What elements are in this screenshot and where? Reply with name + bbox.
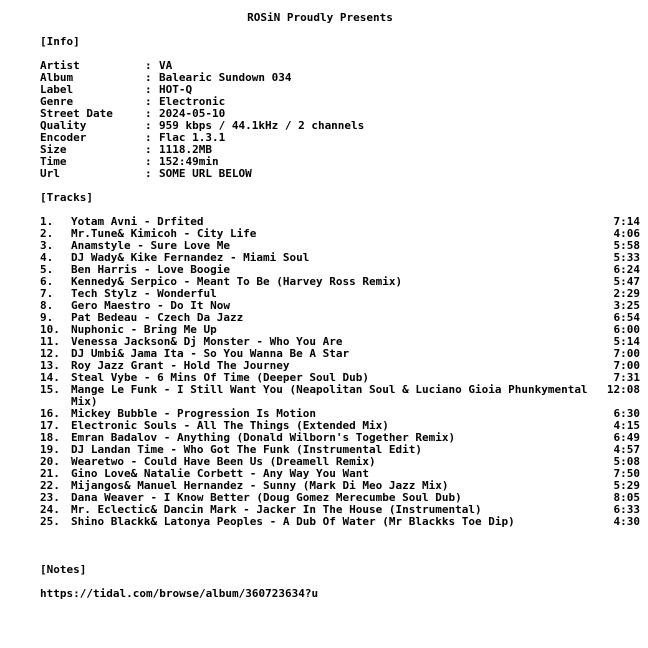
track-duration: 5:29 (613, 479, 640, 492)
track-title: Mange Le Funk - I Still Want You (Neapolitan Soul & Luciano Gioia Phunkymental Mix) (71, 383, 595, 408)
track-title: Roy Jazz Grant - Hold The Journey (71, 359, 290, 372)
track-number: 20. (40, 455, 60, 468)
track-title: Ben Harris - Love Boogie (71, 263, 230, 276)
track-number: 5. (40, 263, 54, 276)
info-header: [Info] (40, 35, 80, 48)
track-duration: 7:00 (613, 359, 640, 372)
track-title: DJ Umbi& Jama Ita - So You Wanna Be A Star (71, 347, 350, 360)
spacer (40, 540, 640, 552)
track-title: Mickey Bubble - Progression Is Motion (71, 407, 317, 420)
track-duration: 6:24 (613, 263, 640, 276)
track-duration: 5:33 (613, 251, 640, 264)
track-duration: 3:25 (613, 299, 640, 312)
info-field-separator: : (145, 119, 159, 132)
info-field (40, 120, 640, 132)
track-duration: 6:33 (613, 503, 640, 516)
info-field-key: Encoder (40, 131, 87, 144)
track-duration: 8:05 (613, 491, 640, 504)
info-field (40, 96, 640, 108)
track-number: 8. (40, 299, 54, 312)
spacer (40, 24, 640, 36)
track-title: Kennedy& Serpico - Meant To Be (Harvey Ross Remix) (71, 275, 403, 288)
track-row (40, 516, 640, 528)
info-field-separator: : (145, 59, 159, 72)
info-field-key: Url (40, 167, 60, 180)
track-title: Gero Maestro - Do It Now (71, 299, 230, 312)
track-title: Tech Stylz - Wonderful (71, 287, 217, 300)
info-field-value: SOME URL BELOW (159, 167, 252, 180)
track-number: 24. (40, 503, 60, 516)
nfo-document (40, 12, 640, 600)
info-field-separator: : (145, 83, 159, 96)
info-field-key: Label (40, 83, 74, 96)
track-title: Anamstyle - Sure Love Me (71, 239, 230, 252)
track-number: 22. (40, 479, 60, 492)
track-number: 21. (40, 467, 60, 480)
track-number: 2. (40, 227, 54, 240)
track-number: 16. (40, 407, 60, 420)
track-title: Yotam Avni - Drfited (71, 215, 204, 228)
track-title: Mijangos& Manuel Hernandez - Sunny (Mark Di Meo Jazz Mix) (71, 479, 449, 492)
track-title: Gino Love& Natalie Corbett - Any Way You Want (71, 467, 370, 480)
track-number: 12. (40, 347, 60, 360)
info-fields (40, 60, 640, 180)
info-field-value: VA (159, 59, 173, 72)
track-title: Mr.Tune& Kimicoh - City Life (71, 227, 257, 240)
info-field-separator: : (145, 131, 159, 144)
track-number: 13. (40, 359, 60, 372)
notes-url[interactable]: https://tidal.com/browse/album/360723634?u (40, 587, 319, 600)
info-field-value: 1118.2MB (159, 143, 212, 156)
spacer (40, 48, 640, 60)
track-duration: 6:49 (613, 431, 640, 444)
track-duration: 7:31 (613, 371, 640, 384)
track-list (40, 216, 640, 528)
track-number: 7. (40, 287, 54, 300)
track-title: DJ Landan Time - Who Got The Funk (Instrumental Edit) (71, 443, 422, 456)
info-field-key: Street Date (40, 107, 113, 120)
track-duration: 5:58 (613, 239, 640, 252)
track-number: 11. (40, 335, 60, 348)
info-field-separator: : (145, 71, 159, 84)
track-title: Steal Vybe - 6 Mins Of Time (Deeper Soul Dub) (71, 371, 370, 384)
info-field (40, 84, 640, 96)
track-duration: 7:00 (613, 347, 640, 360)
track-duration: 5:47 (613, 275, 640, 288)
release-title: ROSiN Proudly Presents (247, 11, 393, 24)
info-field (40, 156, 640, 168)
track-duration: 4:06 (613, 227, 640, 240)
track-title: Venessa Jackson& Dj Monster - Who You Are (71, 335, 343, 348)
info-field-value: 2024-05-10 (159, 107, 226, 120)
info-field-separator: : (145, 95, 159, 108)
track-title: Pat Bedeau - Czech Da Jazz (71, 311, 244, 324)
track-duration: 7:50 (613, 467, 640, 480)
info-field-key: Album (40, 71, 74, 84)
track-duration: 4:30 (613, 515, 640, 528)
track-title: Electronic Souls - All The Things (Extended Mix) (71, 419, 389, 432)
track-duration: 5:08 (613, 455, 640, 468)
info-field (40, 144, 640, 156)
track-title: Emran Badalov - Anything (Donald Wilborn's Together Remix) (71, 431, 456, 444)
info-field (40, 132, 640, 144)
track-duration: 6:00 (613, 323, 640, 336)
track-title: Nuphonic - Bring Me Up (71, 323, 217, 336)
track-duration: 2:29 (613, 287, 640, 300)
track-row (40, 384, 640, 408)
track-number: 6. (40, 275, 54, 288)
track-number: 9. (40, 311, 54, 324)
track-number: 10. (40, 323, 60, 336)
spacer (40, 528, 640, 540)
info-field-key: Genre (40, 95, 74, 108)
info-field-value: HOT-Q (159, 83, 193, 96)
spacer (40, 180, 640, 192)
track-title: DJ Wady& Kike Fernandez - Miami Soul (71, 251, 310, 264)
tracks-header: [Tracks] (40, 191, 93, 204)
track-duration: 4:15 (613, 419, 640, 432)
track-title: Shino Blackk& Latonya Peoples - A Dub Of Water (Mr Blackks Toe Dip) (71, 515, 515, 528)
track-number: 4. (40, 251, 54, 264)
track-number: 14. (40, 371, 60, 384)
track-number: 15. (40, 383, 60, 396)
info-field-separator: : (145, 167, 159, 180)
info-field-value: Electronic (159, 95, 226, 108)
track-number: 17. (40, 419, 60, 432)
notes-header: [Notes] (40, 563, 87, 576)
track-duration: 6:30 (613, 407, 640, 420)
info-field-separator: : (145, 107, 159, 120)
info-field-key: Quality (40, 119, 87, 132)
info-field (40, 168, 640, 180)
track-duration: 12:08 (606, 383, 640, 396)
info-field (40, 60, 640, 72)
spacer (40, 552, 640, 564)
info-field-value: Balearic Sundown 034 (159, 71, 292, 84)
track-number: 3. (40, 239, 54, 252)
track-title: Mr. Eclectic& Dancin Mark - Jacker In The House (Instrumental) (71, 503, 482, 516)
track-number: 25. (40, 515, 60, 528)
track-duration: 7:14 (613, 215, 640, 228)
track-title: Wearetwo - Could Have Been Us (Dreamell Remix) (71, 455, 376, 468)
track-number: 19. (40, 443, 60, 456)
info-field-value: 152:49min (159, 155, 219, 168)
info-field-separator: : (145, 143, 159, 156)
track-duration: 5:14 (613, 335, 640, 348)
track-title: Dana Weaver - I Know Better (Doug Gomez Merecumbe Soul Dub) (71, 491, 462, 504)
info-field-value: Flac 1.3.1 (159, 131, 226, 144)
track-number: 23. (40, 491, 60, 504)
track-number: 1. (40, 215, 54, 228)
track-number: 18. (40, 431, 60, 444)
info-field-separator: : (145, 155, 159, 168)
track-duration: 6:54 (613, 311, 640, 324)
info-field-key: Artist (40, 59, 80, 72)
info-field-value: 959 kbps / 44.1kHz / 2 channels (159, 119, 365, 132)
info-field-key: Time (40, 155, 67, 168)
track-duration: 4:57 (613, 443, 640, 456)
info-field-key: Size (40, 143, 67, 156)
info-field (40, 72, 640, 84)
